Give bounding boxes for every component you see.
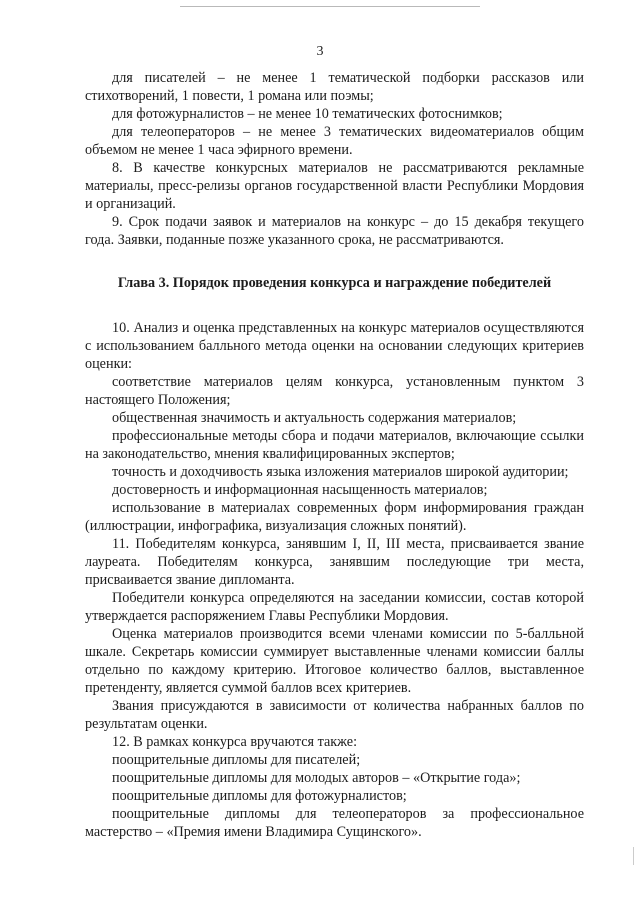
criterion-goals-compliance: соответствие материалов целям конкурса, установленным пунктом 3 настоящего Положения; (85, 374, 584, 408)
criterion-professional-methods: профессиональные методы сбора и подачи материалов, включающие ссылки на законодательство, мнения квалифицированных экспертов; (85, 428, 584, 462)
criterion-language-accuracy: точность и доходчивость языка изложения материалов широкой аудитории; (112, 464, 569, 480)
paragraph-item-9: 9. Срок подачи заявок и материалов на конкурс – до 15 декабря текущего года. Заявки, поданные позже указанного срока, не рассматриваются. (85, 214, 584, 248)
paragraph-item-12: 12. В рамках конкурса вручаются также: (112, 734, 358, 750)
award-photojournalists-diplomas: поощрительные дипломы для фотожурналистов; (112, 788, 407, 804)
paragraph-item-8: 8. В качестве конкурсных материалов не рассматриваются рекламные материалы, пресс-релизы органов государственной власти Республики Мордовия и организаций. (85, 160, 584, 212)
criterion-reliability: достоверность и информационная насыщенность материалов; (112, 482, 488, 498)
paragraph-winners-determination: Победители конкурса определяются на заседании комиссии, состав которой утверждается распоряжением Главы Республики Мордовия. (85, 590, 584, 624)
paragraph-item-11: 11. Победителям конкурса, занявшим I, II, III места, присваивается звание лауреата. Победителям конкурса, занявшим последующие три места, присваивается звание дипломанта. (85, 536, 584, 588)
paragraph-titles-awarding: Звания присуждаются в зависимости от количества набранных баллов по результатам оценки. (85, 698, 584, 732)
paragraph-item-10: 10. Анализ и оценка представленных на конкурс материалов осуществляются с использованием балльного метода оценки на основании следующих критериев оценки: (85, 320, 584, 372)
paragraph-writers-requirement: для писателей – не менее 1 тематической подборки рассказов или стихотворений, 1 повести, 1 романа или поэмы; (85, 70, 584, 104)
document-body (85, 69, 584, 841)
paragraph-photojournalists-requirement: для фотожурналистов – не менее 10 тематических фотоснимков; (112, 106, 503, 122)
award-young-authors-diplomas: поощрительные дипломы для молодых авторов – «Открытие года»; (112, 770, 521, 786)
paragraph-evaluation-procedure: Оценка материалов производится всеми членами комиссии по 5-балльной шкале. Секретарь комиссии суммирует выставленные членами комиссии баллы отдельно по каждому критерию. Итоговое количество баллов, выставленное претенденту, является суммой баллов всех критериев. (85, 626, 584, 696)
chapter-3-heading: Глава 3. Порядок проведения конкурса и награждение победителей (117, 275, 552, 291)
page-number: 3 (316, 44, 324, 59)
award-tv-operators-diplomas: поощрительные дипломы для телеоператоров за профессиональное мастерство – «Премия имени Владимира Сущинского». (85, 806, 584, 840)
scan-artifact-line (180, 6, 480, 7)
award-writers-diplomas: поощрительные дипломы для писателей; (112, 752, 361, 768)
scan-edge-mark (633, 847, 634, 865)
criterion-modern-forms: использование в материалах современных форм информирования граждан (иллюстрации, инфографика, визуализация сложных понятий). (85, 500, 584, 534)
criterion-social-significance: общественная значимость и актуальность содержания материалов; (112, 410, 517, 426)
paragraph-tv-operators-requirement: для телеоператоров – не менее 3 тематических видеоматериалов общим объемом не менее 1 часа эфирного времени. (85, 124, 584, 158)
